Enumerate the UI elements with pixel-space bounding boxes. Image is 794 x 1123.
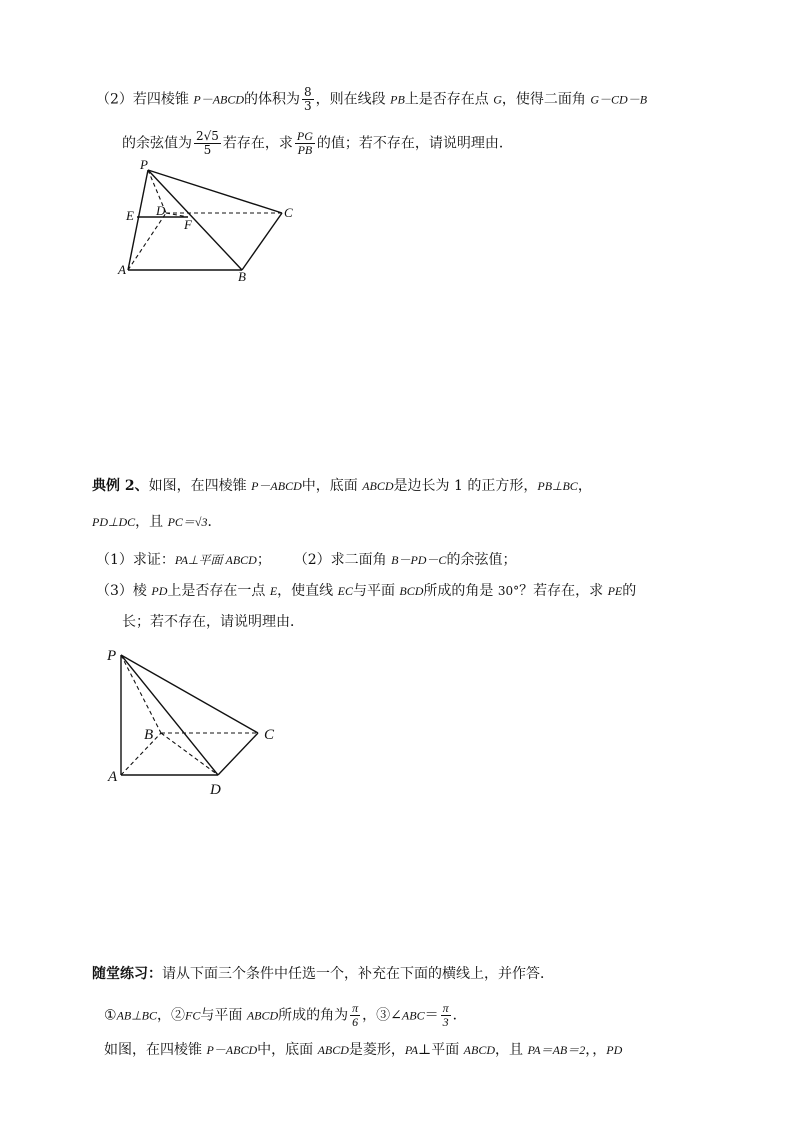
edge-ab — [121, 733, 161, 775]
example2-question-3-cont: 长；若不存在，请说明理由． — [122, 614, 304, 630]
example2-questions-1-2: （1）求证：PA⊥平面 ABCD； （2）求二面角 B－PD－C的余弦值； — [96, 552, 517, 568]
fraction-volume: $\frac{8}{3}$ — [304, 85, 312, 113]
practice-conditions: ①AB⊥BC，②FC与平面 ABCD所成的角为 $\frac{\pi}{6}$ ，③∠ABC＝ $\frac{\pi}{3}$ ． — [104, 1001, 467, 1029]
label-a: A — [118, 262, 126, 277]
label-e: E — [126, 208, 134, 223]
label-b: B — [144, 727, 154, 743]
example2-line1: 典例 2、如图，在四棱锥 P－ABCD中，底面 ABCD是边长为 1 的正方形，PB⊥BC， — [92, 478, 592, 494]
edge-dc — [218, 733, 258, 775]
part2-line2: 的余弦值为 $\frac{2√5}{5}$ 若存在，求 $\frac{PG}{PB}$ 的值；若不存在，请说明理由． — [122, 129, 513, 157]
label-c: C — [284, 205, 293, 220]
pyramid-figure-1 — [110, 158, 310, 286]
example2-question-3: （3）棱 PD上是否存在一点 E，使直线 EC与平面 BCD所成的角是 30°？若存在，求 PE的 — [96, 583, 637, 599]
part2-line1: （2）若四棱锥 P－ABCD的体积为 $\frac{8}{3}$ ，则在线段 PB上是否存在点 G，使得二面角 G－CD－B — [96, 85, 648, 113]
practice-problem: 如图，在四棱锥 P－ABCD中，底面 ABCD是菱形，PA⊥平面 ABCD，且 PA＝AB＝2，，PD — [104, 1042, 623, 1058]
example2-title: 典例 2、 — [92, 478, 149, 494]
fraction-cosine: $\frac{2√5}{5}$ — [196, 129, 219, 157]
label-b: B — [238, 269, 246, 284]
label-d: D — [156, 203, 166, 218]
fraction-pi-3: $\frac{\pi}{3}$ — [442, 1001, 449, 1029]
pyramid-figure-2 — [100, 642, 290, 802]
label-a: A — [108, 769, 118, 785]
practice-title: 随堂练习： — [92, 966, 162, 982]
label-c: C — [264, 727, 275, 743]
example2-line2: PD⊥DC，且 PC＝√3． — [92, 514, 222, 530]
fraction-pg-pb: $\frac{PG}{PB}$ — [296, 129, 313, 157]
edge-pd — [121, 655, 218, 775]
label-f: F — [184, 217, 192, 232]
label-p: P — [140, 158, 148, 172]
label-d: D — [210, 782, 221, 798]
fraction-pi-6: $\frac{\pi}{6}$ — [352, 1001, 359, 1029]
practice-intro: 随堂练习：请从下面三个条件中任选一个，补充在下面的横线上，并作答． — [92, 966, 554, 982]
edge-bc — [242, 213, 282, 270]
label-p: P — [107, 648, 117, 664]
